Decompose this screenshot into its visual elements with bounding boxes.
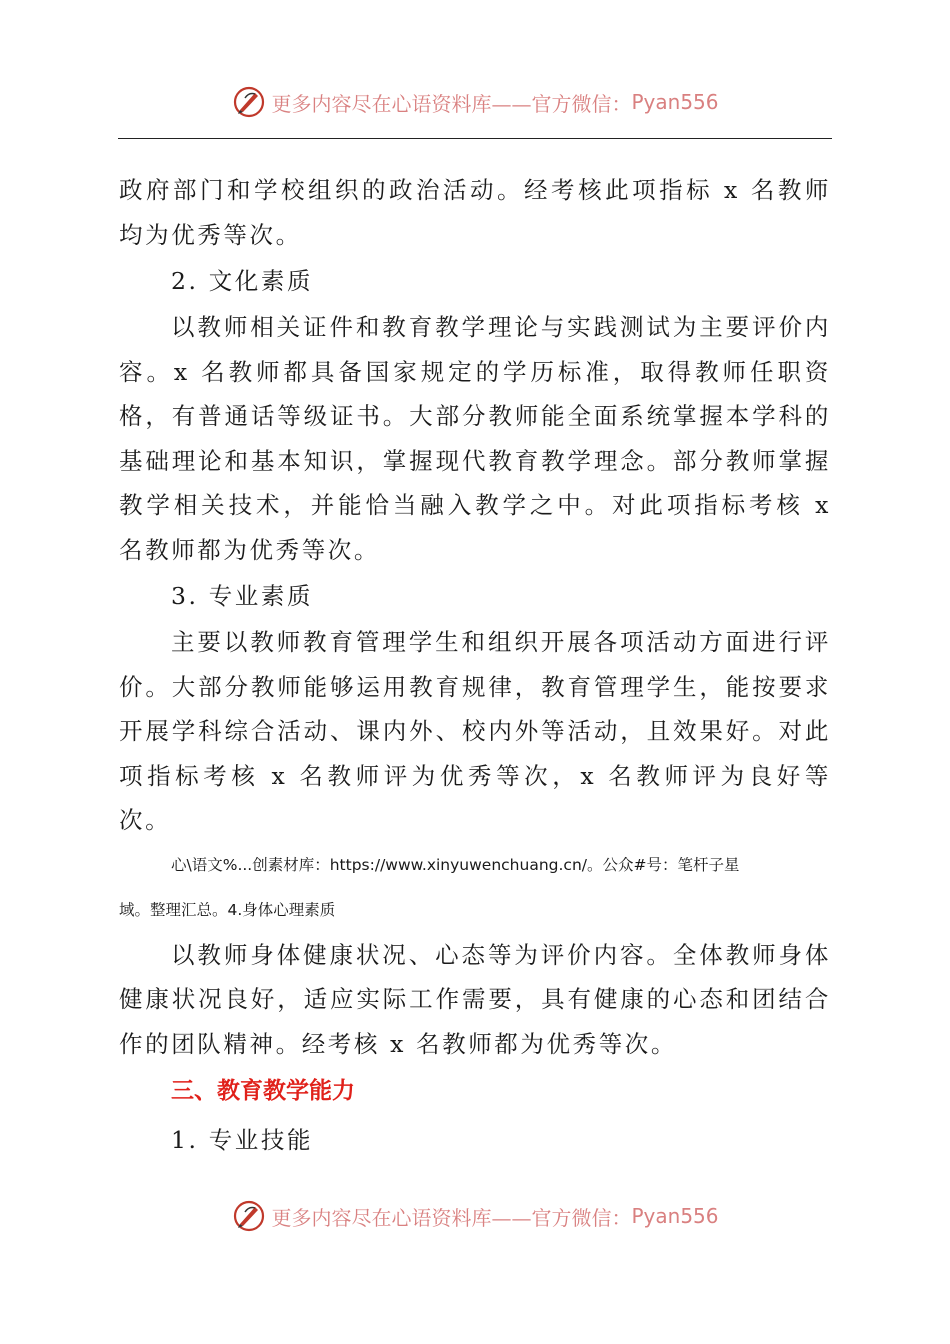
subheading-professional: 3. 专业素质 [171,582,314,610]
banner-brand-text: 更多内容尽在心语资料库——官方微信： [271,91,632,116]
pen-in-circle-logo [231,84,267,120]
watermark-line-1: 心\语文%...创素材库：https://www.xinyuwenchuang.cn/。公众#号：笔杆子星 [171,855,740,874]
banner-wechat-id: Pyan556 [631,1204,719,1228]
document-body [119,168,831,1164]
header-banner [0,82,950,122]
paragraph-culture: 以教师相关证件和教育教学理论与实践测试为主要评价内容。x 名教师都具备国家规定的学历标准，取得教师任职资格，有普通话等级证书。大部分教师能全面系统掌握本学科的基础理论和基本知识，掌握现代教育教学理念。部分教师掌握教学相关技术，并能恰当融入教学之中。对此项指标考核 x 名教师都为优秀等次。 [119,313,831,564]
paragraph-political: 政府部门和学校组织的政治活动。经考核此项指标 x 名教师均为优秀等次。 [119,176,831,249]
footer-banner [0,1196,950,1236]
watermark-line-2: 域。整理汇总。4.身体心理素质 [119,900,336,919]
subheading-skills: 1. 专业技能 [171,1126,314,1154]
subheading-culture: 2. 文化素质 [171,267,314,295]
section-heading-teaching-ability: 三、教育教学能力 [171,1078,355,1104]
header-divider [118,138,832,139]
banner-wechat-id: Pyan556 [631,90,719,114]
paragraph-professional: 主要以教师教育管理学生和组织开展各项活动方面进行评价。大部分教师能够运用教育规律，教育管理学生，能按要求开展学科综合活动、课内外、校内外等活动，且效果好。对此项指标考核 x 名教师评为优秀等次，x 名教师评为良好等次。 [119,628,831,834]
banner-brand-text: 更多内容尽在心语资料库——官方微信： [271,1205,632,1230]
pen-in-circle-logo [231,1198,267,1234]
paragraph-health: 以教师身体健康状况、心态等为评价内容。全体教师身体健康状况良好，适应实际工作需要，具有健康的心态和团结合作的团队精神。经考核 x 名教师都为优秀等次。 [119,940,831,1058]
